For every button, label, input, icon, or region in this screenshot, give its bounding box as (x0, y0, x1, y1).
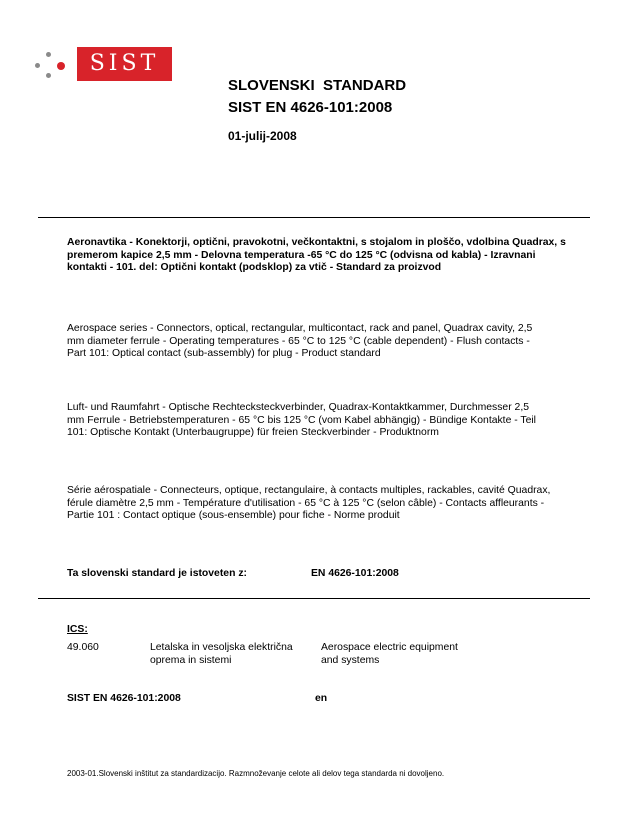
ics-label: ICS: (67, 624, 88, 635)
sist-logo (35, 47, 175, 81)
title-slovenian: Aeronavtika - Konektorji, optični, pravokotni, večkontaktni, s stojalom in ploščo, vdolbina Quadrax, s premerom kapice 2,5 mm - Delovna temperatura -65 °C do 125 °C (odvisna od kabla) - Izravnani kontakti - 101. del: Optični kontakt (podsklop) za vtič - Standard za proizvod (67, 237, 566, 274)
standard-code: SIST EN 4626-101:2008 (228, 99, 393, 116)
identical-label: Ta slovenski standard je istoveten z: (67, 568, 247, 579)
ics-description-slovenian: Letalska in vesoljska električna oprema in sistemi (150, 642, 293, 666)
ics-code: 49.060 (67, 642, 99, 653)
ics-description-english: Aerospace electric equipment and systems (321, 642, 458, 666)
title-french: Série aérospatiale - Connecteurs, optique, rectangulaire, à contacts multiples, rackables, cavité Quadrax, férule diamètre 2,5 mm - Température d'utilisation - 65 °C à 125 °C (selon câble) - Contacts affleurants - Partie 101 : Contact optique (sous-ensemble) pour fiche - Norme produit (67, 485, 551, 522)
logo-dots-icon (35, 51, 69, 79)
logo-wordmark: SIST (77, 47, 172, 81)
title-english: Aerospace series - Connectors, optical, rectangular, multicontact, rack and panel, Quadrax cavity, 2,5 mm diameter ferrule - Operating temperatures - 65 °C to 125 °C (cable dependent) - Flush contacts - Part 101: Optical contact (sub-assembly) for plug - Product standard (67, 323, 533, 360)
identical-standard-row (67, 568, 399, 579)
identical-value: EN 4626-101:2008 (311, 568, 399, 579)
top-divider (38, 217, 590, 218)
middle-divider (38, 598, 590, 599)
bottom-standard-code: SIST EN 4626-101:2008 (67, 693, 181, 704)
standard-type-title: SLOVENSKI STANDARD (228, 77, 407, 94)
publication-date: 01-julij-2008 (228, 129, 297, 143)
document-header (228, 76, 406, 143)
copyright-footer: 2003-01.Slovenski inštitut za standardizacijo. Razmnoževanje celote ali delov tega standarda ni dovoljeno. (67, 769, 445, 778)
document-language: en (315, 693, 328, 704)
title-german: Luft- und Raumfahrt - Optische Rechtecksteckverbinder, Quadrax-Kontaktkammer, Durchmesser 2,5 mm Ferrule - Betriebstemperaturen - 65 °C bis 125 °C (vom Kabel abhängig) - Bündige Kontakte - Teil 101: Optische Kontakt (Unterbaugruppe) für freien Steckverbinder - Produktnorm (67, 402, 536, 439)
